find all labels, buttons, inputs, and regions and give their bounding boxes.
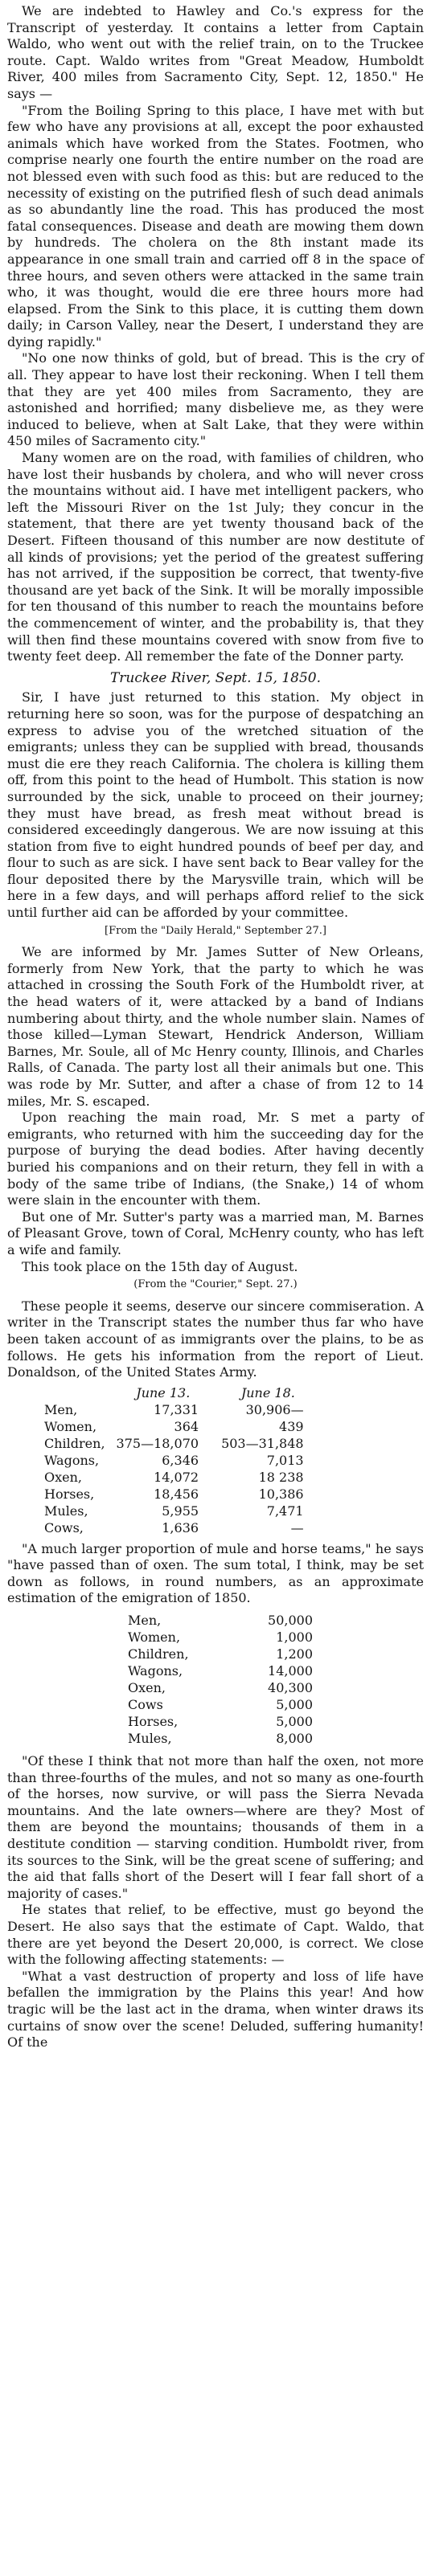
cell-value: 1,636 (162, 1519, 199, 1535)
cell-value: — (290, 1519, 304, 1535)
cell-value: 14,072 (154, 1469, 199, 1485)
report-paragraph: Upon reaching the main road, Mr. S met a party of emigrants, who returned with him the succeeding day for the purpose of burying the dead bodies. After having decently buried his companions and on their return, they fell in with a body of the same tribe of Indians, (the Snake,) 14 of whom were slain in the encounter with them. (7, 1110, 424, 1208)
row-label: Cows, (44, 1519, 84, 1535)
cell-value: 7,471 (266, 1503, 304, 1519)
letter-paragraph: "From the Boiling Spring to this place, I have met with but few who have any provisions at all, except the poor exhausted animals which have worked from the States. Footmen, who comprise nearly one fourth the entire number on the road are not blessed even with such food as this: but are reduced to the necessity of existing on the putrified flesh of such dead animals as so abundantly line the road. This has produced the most fatal consequences. Disease and death are mowing them down by hundreds. The cholera on the 8th instant made its appearance in one small train and carried off 8 in the space of three hours, and seven others were attacked in the same train who, it was thought, would die ere three hours more had elapsed. From the Sink to this place, it is cutting them down daily; in Carson Valley, near the Desert, I understand they are dying rapidly." (7, 102, 424, 350)
intro-paragraph: We are indebted to Hawley and Co.'s express for the Transcript of yesterday. It contains a letter from Captain Waldo, who went out with the relief train, on to the Truckee route. Capt. Waldo writes from "Great Meadow, Humboldt River, 400 miles from Sacramento City, Sept. 12, 1850." He says — (7, 3, 424, 101)
cell-value: 5,000 (276, 1714, 313, 1730)
letter-paragraph: "No one now thinks of gold, but of bread. This is the cry of all. They appear to have lost their reckoning. When I tell them that they are yet 400 miles from Sacramento, they are astonished and horrified; many disbelieve me, as they were induced to believe, when at Salt Lake, that they were within 450 miles of Sacramento city." (7, 350, 424, 449)
report-paragraph: He states that relief, to be effective, must go beyond the Desert. He also says that the estimate of Capt. Waldo, that there are yet beyond the Desert 20,000, is correct. We close with the following affecting statements: — (7, 1902, 424, 1968)
table-row (128, 1662, 313, 1679)
row-label: Oxen, (128, 1680, 166, 1696)
cell-value: 6,346 (162, 1452, 199, 1468)
row-label: Women, (44, 1418, 97, 1434)
row-label: Horses, (128, 1714, 179, 1730)
table-header-row (44, 1384, 326, 1401)
estimate-table (128, 1612, 313, 1747)
table-row (44, 1452, 326, 1469)
row-label: Horses, (44, 1486, 95, 1502)
table-row (44, 1486, 326, 1503)
source-attribution: (From the "Courier," Sept. 27.) (133, 1278, 298, 1291)
report-paragraph: "A much larger proportion of mule and horse teams," he says "have passed than of oxen. The sum total, I think, may be set down as follows, in round numbers, as an approximate estimation of the emigration of 1850. (7, 1540, 424, 1606)
letter-paragraph: Sir, I have just returned to this station. My object in returning here so soon, was for the purpose of despatching an express to advise you of the wretched situation of the emigrants; unless they can be supplied with bread, thousands must die ere they reach California. The cholera is killing them off, from this point to the head of Humbolt. This station is now surrounded by the sick, unable to proceed on their journey; they must have bread, as fresh meat without bread is considered exceedingly dangerous. We are now issuing at this station from five to eight hundred pounds of beef per day, and flour to such as are sick. I have sent back to Bear valley for the flour deposited there by the Marysville train, which will be here in a few days, and will perhaps afford relief to the sick until further aid can be afforded by your committee. (7, 689, 424, 921)
table-row (44, 1503, 326, 1519)
cell-value: 503—31,848 (221, 1435, 304, 1451)
table-row (128, 1713, 313, 1730)
cell-value: 5,000 (276, 1697, 313, 1713)
row-label: Men, (44, 1401, 78, 1417)
cell-value: 7,013 (266, 1452, 304, 1468)
table-row (128, 1612, 313, 1629)
row-label: Men, (128, 1613, 162, 1629)
table-row (128, 1730, 313, 1747)
report-paragraph: This took place on the 15th day of August. (22, 1258, 298, 1274)
table-row (44, 1435, 326, 1452)
table-row (44, 1418, 326, 1435)
cell-value: 375—18,070 (116, 1435, 199, 1451)
report-paragraph: But one of Mr. Sutter's party was a married man, M. Barnes of Pleasant Grove, town of Coral, McHenry county, who has left a wife and family. (7, 1208, 424, 1257)
row-label: Wagons, (128, 1663, 183, 1679)
cell-value: 30,906— (245, 1401, 304, 1417)
report-paragraph: "Of these I think that not more than half the oxen, not more than three-fourths of the mules, and not so many as one-fourth of the horses, now survive, or will pass the Sierra Nevada mountains. And the late owners—where are they? Most of them are beyond the mountains; thousands of them in a destitute condition — starving condition. Humboldt river, from its sources to the Sink, will be the great scene of suffering; and the aid that falls short of the Desert will I fear fall short of a majority of cases." (7, 1753, 424, 1901)
table-row (128, 1629, 313, 1646)
row-label: Children, (44, 1435, 105, 1451)
row-label: Oxen, (44, 1469, 82, 1485)
source-attribution: [From the "Daily Herald," September 27.] (105, 924, 326, 937)
table-row (44, 1519, 326, 1536)
cell-value: 1,000 (276, 1629, 313, 1646)
table-row (128, 1646, 313, 1662)
column-header: June 18. (240, 1384, 295, 1400)
row-label: Mules, (44, 1503, 88, 1519)
row-label: Mules, (128, 1731, 172, 1747)
cell-value: 50,000 (268, 1613, 313, 1629)
row-label: Women, (128, 1629, 181, 1646)
cell-value: 1,200 (276, 1646, 313, 1662)
report-paragraph: We are informed by Mr. James Sutter of New Orleans, formerly from New York, that the party to which he was attached in crossing the South Fork of the Humboldt river, at the head waters of it, were attacked by a band of Indians numbering about thirty, and the whole number slain. Names of those killed—Lyman Stewart, Hendrick Anderson, William Barnes, Mr. Soule, all of Mc Henry county, Illinois, and Charles Ralls, of Canada. The party lost all their animals but one. This was rode by Mr. Sutter, and after a chase of from 12 to 14 miles, Mr. S. escaped. (7, 944, 424, 1109)
row-label: Wagons, (44, 1452, 100, 1468)
row-label: Cows (128, 1697, 163, 1713)
cell-value: 8,000 (276, 1731, 313, 1747)
cell-value: 40,300 (268, 1680, 313, 1696)
dateline: Truckee River, Sept. 15, 1850. (109, 669, 322, 686)
table-row (44, 1469, 326, 1486)
cell-value: 17,331 (154, 1401, 199, 1417)
column-header: June 13. (136, 1384, 191, 1400)
table-row (128, 1696, 313, 1713)
cell-value: 18,456 (154, 1486, 199, 1502)
table-row (44, 1401, 326, 1418)
emigration-stats-table (44, 1384, 326, 1536)
row-label: Children, (128, 1646, 189, 1662)
cell-value: 14,000 (268, 1663, 313, 1679)
cell-value: 5,955 (162, 1503, 199, 1519)
table-row (128, 1679, 313, 1696)
cell-value: 439 (279, 1418, 304, 1434)
report-paragraph: "What a vast destruction of property and loss of life have befallen the immigration by the Plains this year! And how tragic will be the last act in the drama, when winter draws its curtains of snow over the scene! Deluded, suffering humanity! Of the (7, 1968, 424, 2051)
letter-paragraph: Many women are on the road, with families of children, who have lost their husbands by cholera, and who will never cross the mountains without aid. I have met intelligent packers, who left the Missouri River on the 1st July; they concur in the statement, that there are yet twenty thousand back of the Desert. Fifteen thousand of this number are now destitute of all kinds of provisions; yet the period of the greatest suffering has not arrived, if the supposition be correct, that twenty-five thousand are yet back of the Sink. It will be morally impossible for ten thousand of this number to reach the mountains before the commencement of winter, and the probability is, that they will then find these mountains covered with snow from five to twenty feet deep. All remember the fate of the Donner party. (7, 450, 424, 664)
report-paragraph: These people it seems, deserve our sincere commiseration. A writer in the Transcript states the number thus far who have been taken account of as immigrants over the plains, to be as follows. He gets his information from the report of Lieut. Donaldson, of the United States Army. (7, 1298, 424, 1380)
cell-value: 10,386 (258, 1486, 304, 1502)
cell-value: 364 (174, 1418, 199, 1434)
cell-value: 18 238 (258, 1469, 304, 1485)
